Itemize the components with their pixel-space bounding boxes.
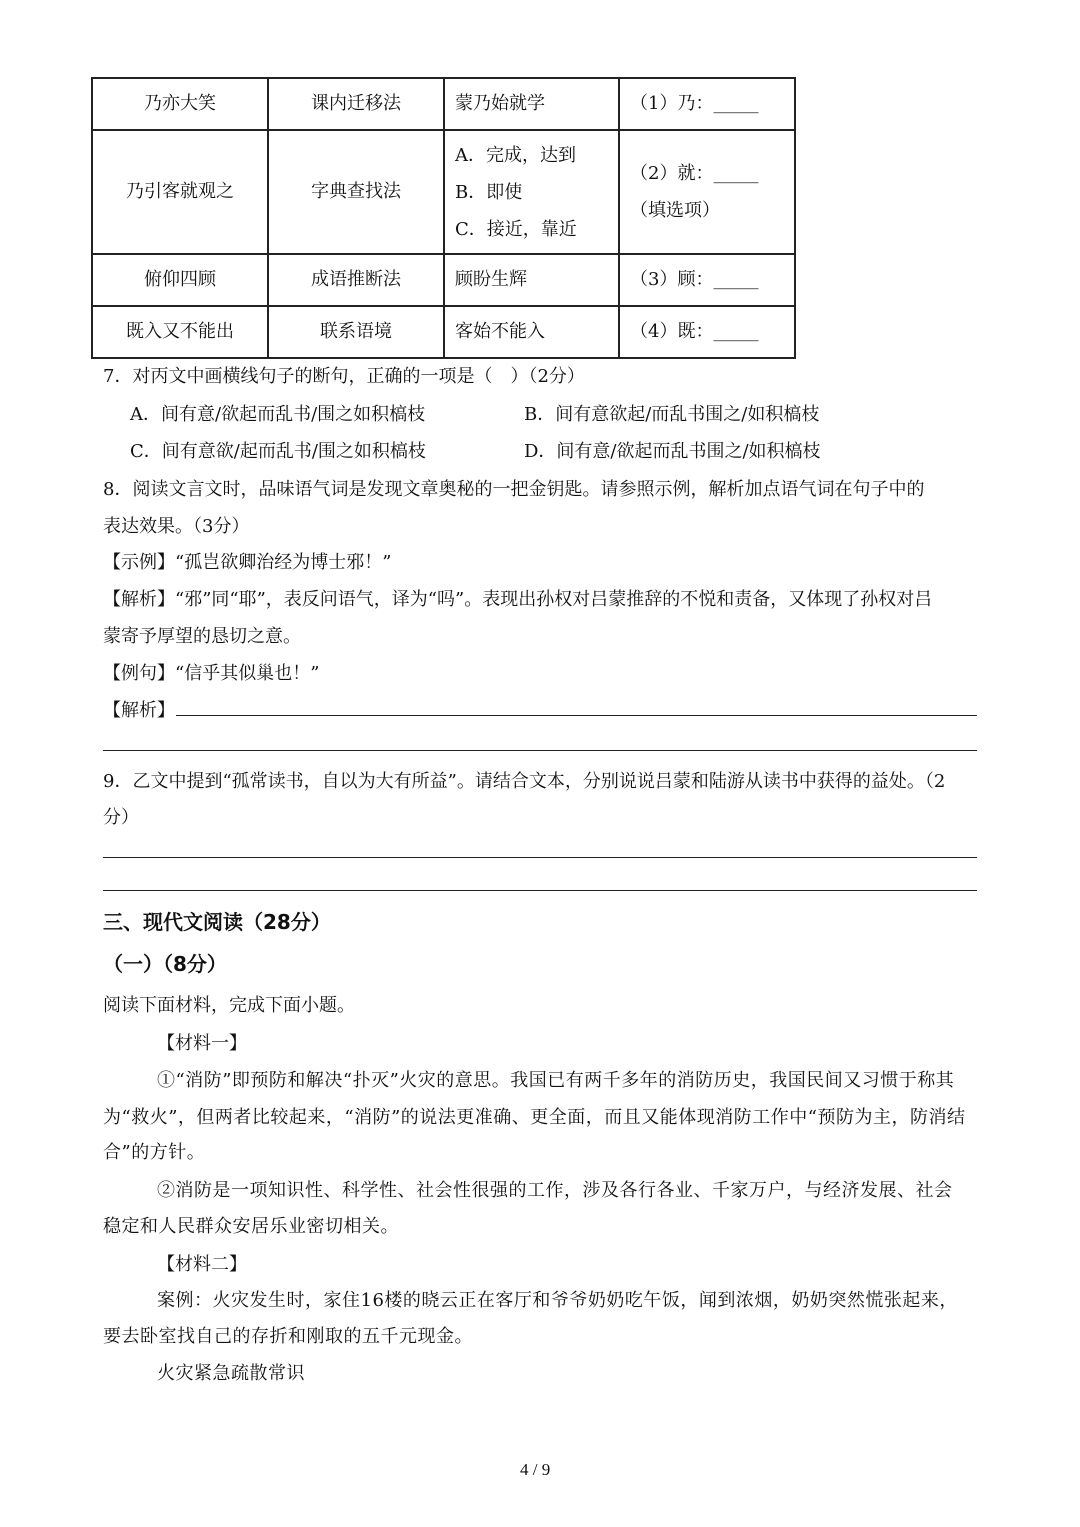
question-8-answer-label: 【解析】 [103, 700, 175, 721]
question-8-analysis-line2: 蒙寄予厚望的恳切之意。 [103, 626, 301, 647]
table-cell-example: 蒙乃始就学 [444, 78, 619, 130]
answer-line[interactable] [103, 890, 977, 891]
option-a: A．完成，达到 [455, 144, 576, 166]
section-title: 三、现代文阅读（28分） [103, 910, 331, 934]
table-cell-blank: （1）乃：_____ [619, 78, 795, 130]
page-number: 4 / 9 [520, 1460, 551, 1479]
option-b: B．即使 [455, 181, 523, 203]
question-9-stem-line1: 9．乙文中提到“孤常读书，自以为大有所益”。请结合文本，分别说说吕蒙和陆游从读书中获得的益处。（2 [103, 771, 946, 792]
vocabulary-method-table [91, 77, 796, 359]
table-cell-blank: （4）既：_____ [619, 306, 795, 358]
table-cell-example: 顾盼生辉 [444, 254, 619, 306]
material-1-label: 【材料一】 [157, 1033, 247, 1054]
table-cell-example: 客始不能入 [444, 306, 619, 358]
question-8-stem-line1: 8．阅读文言文时，品味语气词是发现文章奥秘的一把金钥匙。请参照示例，解析加点语气词在句子中的 [103, 479, 925, 500]
blank-text: （2）就：_____ [630, 163, 759, 184]
table-cell-sentence: 乃亦大笑 [92, 78, 268, 130]
subsection-title: （一）（8分） [103, 952, 227, 976]
case-line1: 案例：火灾发生时，家住16楼的晓云正在客厅和爷爷奶奶吃午饭，闻到浓烟，奶奶突然慌张起来， [157, 1290, 958, 1311]
answer-line[interactable] [176, 715, 977, 716]
paragraph-2-line1: ②消防是一项知识性、科学性、社会性很强的工作，涉及各行各业、千家万户，与经济发展、社会 [157, 1180, 953, 1201]
table-row [92, 78, 795, 130]
question-8-example: 【示例】“孤岂欲卿治经为博士邪！” [103, 552, 392, 573]
table-cell-sentence: 既入又不能出 [92, 306, 268, 358]
common-sense-heading: 火灾紧急疏散常识 [157, 1363, 305, 1384]
table-cell-sentence: 乃引客就观之 [92, 130, 268, 254]
question-7-option-b: B．间有意欲起/而乱书围之/如积槁枝 [524, 404, 820, 425]
table-cell-options [444, 130, 619, 254]
question-7-option-c: C．间有意欲/起而乱书/围之如积槁枝 [130, 441, 426, 462]
answer-line[interactable] [103, 857, 977, 858]
question-7-option-a: A．间有意/欲起而乱书/围之如积槁枝 [130, 404, 426, 425]
question-8-sentence: 【例句】“信乎其似巢也！” [103, 663, 320, 684]
paragraph-2-line2: 稳定和人民群众安居乐业密切相关。 [103, 1216, 399, 1237]
option-c: C．接近，靠近 [455, 218, 577, 240]
table-row [92, 130, 795, 254]
question-9-stem-line2: 分） [103, 807, 139, 828]
table-cell-method: 字典查找法 [268, 130, 444, 254]
question-7-option-d: D．间有意/欲起而乱书围之/如积槁枝 [524, 441, 821, 462]
table-row [92, 254, 795, 306]
table-cell-method: 成语推断法 [268, 254, 444, 306]
table-cell-blank: （3）顾：_____ [619, 254, 795, 306]
paragraph-1-line3: 合”的方针。 [103, 1142, 206, 1163]
question-8-stem-line2: 表达效果。（3分） [103, 516, 250, 537]
material-2-label: 【材料二】 [157, 1254, 247, 1275]
answer-line[interactable] [103, 750, 977, 751]
table-cell-sentence: 俯仰四顾 [92, 254, 268, 306]
blank-note: （填选项） [630, 200, 720, 221]
instruction-text: 阅读下面材料，完成下面小题。 [103, 995, 355, 1016]
paragraph-1-line2: 为“救火”，但两者比较起来，“消防”的说法更准确、更全面，而且又能体现消防工作中“预防为主，防消结 [103, 1107, 966, 1128]
paragraph-1-line1: ①“消防”即预防和解决“扑灭”火灾的意思。我国已有两千多年的消防历史，我国民间又习惯于称其 [157, 1070, 955, 1091]
table-cell-method: 联系语境 [268, 306, 444, 358]
question-8-analysis-line1: 【解析】“邪”同“耶”，表反问语气，译为“吗”。表现出孙权对吕蒙推辞的不悦和责备，又体现了孙权对吕 [103, 589, 933, 610]
table-cell-blank [619, 130, 795, 254]
question-7-stem: 7．对丙文中画横线句子的断句，正确的一项是（ ）（2分） [103, 366, 585, 387]
case-line2: 要去卧室找自己的存折和刚取的五千元现金。 [103, 1326, 473, 1347]
table-row [92, 306, 795, 358]
table-cell-method: 课内迁移法 [268, 78, 444, 130]
